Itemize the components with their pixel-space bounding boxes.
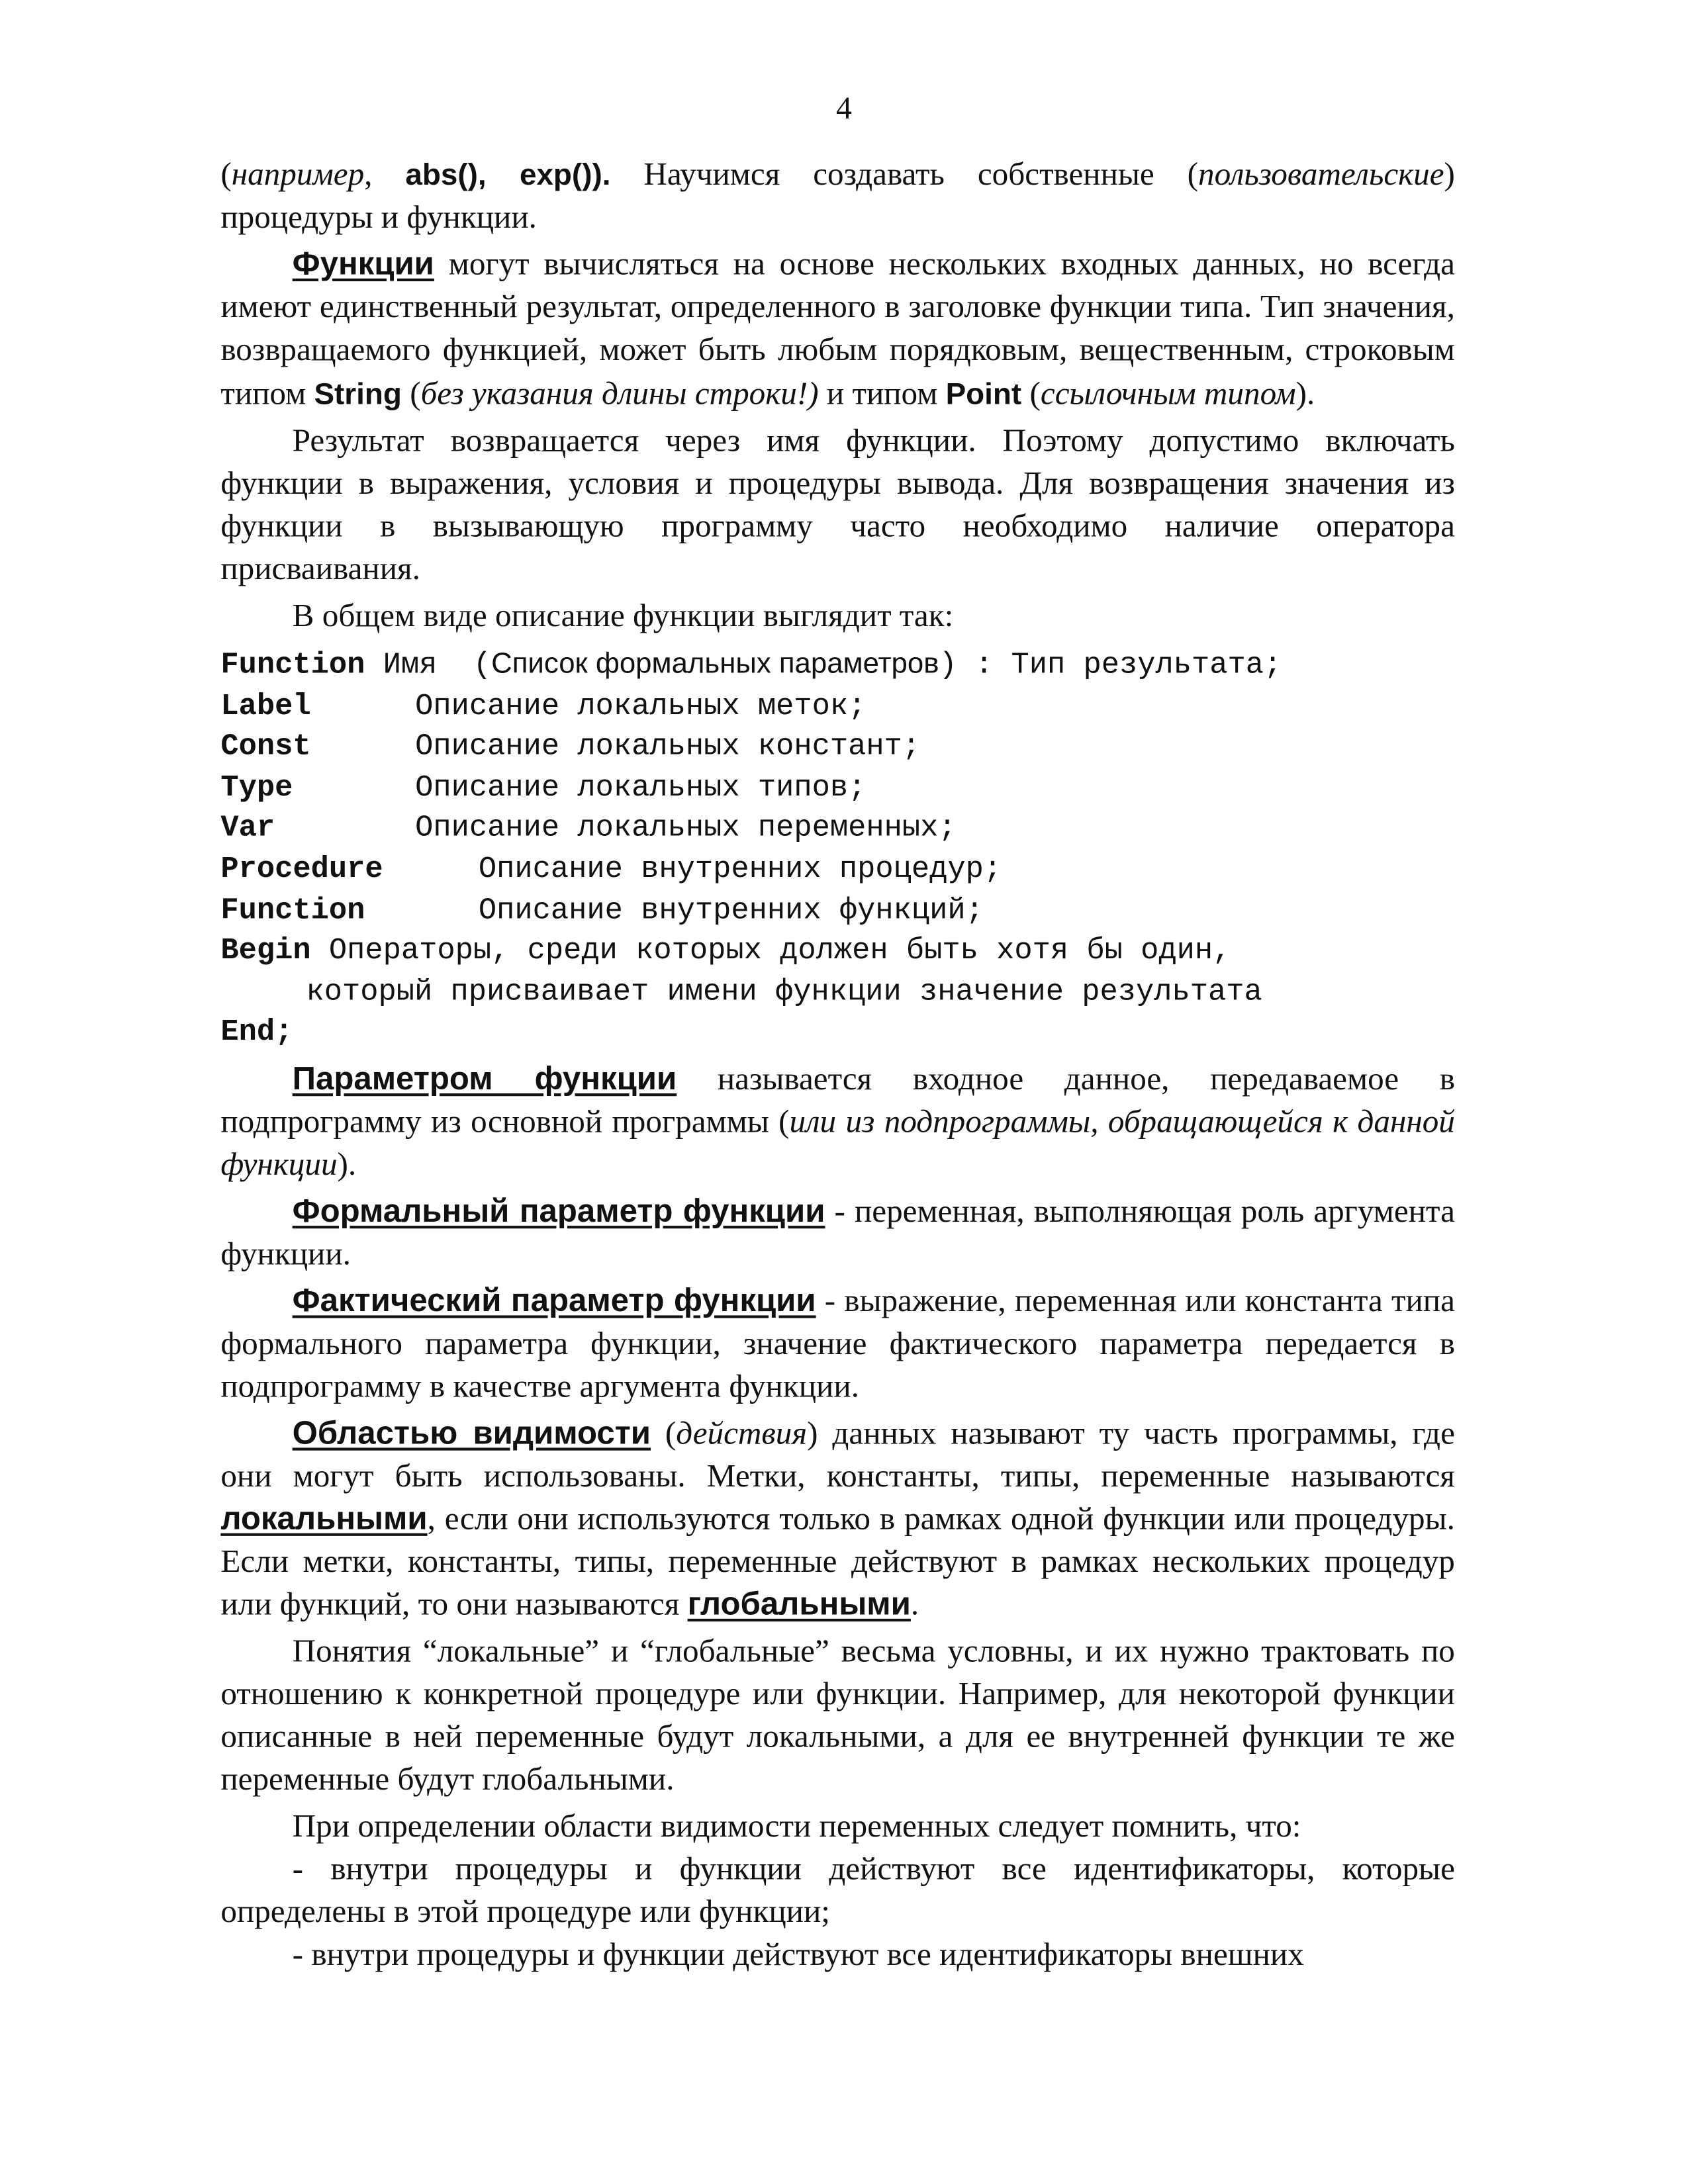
term-local: локальными — [220, 1501, 428, 1537]
term-global: глобальными — [687, 1586, 911, 1623]
term-actual-parameter: Фактический параметр функции — [292, 1283, 816, 1320]
paragraph-local-global: Понятия “локальные” и “глобальные” весьма условны, и их нужно трактовать по отношению к конкретной процедуре или функции. Например, для некоторой функции описанные в ней переменные будут локальными, а для ее внутренней функции те же переменные будут глобальными. — [220, 1633, 1455, 1798]
term-formal-parameter: Формальный параметр функции — [292, 1194, 825, 1230]
paragraph-result: Результат возвращается через имя функции. Поэтому допустимо включать функции в выражения, условия и процедуры вывода. Для возвращения значения из функции в вызывающую программу часто необходимо наличие оператора присваивания. — [220, 423, 1455, 588]
paragraph-functions: Функции могут вычисляться на основе нескольких входных данных, но всегда имеют единственный результат, определенного в заголовке функции типа. Тип значения, возвращаемого функцией, может быть любым порядковым, вещественным, строковым типом String (без указания длины строки!) и типом Point (ссылочным типом). — [220, 246, 1455, 412]
paragraph-intro: (например, abs(), exp()). Научимся создавать собственные (пользовательские) процедуры и функции. — [220, 157, 1455, 236]
term-functions: Функции — [292, 246, 434, 283]
page-body — [220, 153, 1455, 1981]
term-parameter: Параметром функции — [292, 1062, 677, 1098]
list-item: - внутри процедуры и функции действуют все идентификаторы внешних — [292, 1936, 1304, 1974]
page-number: 4 — [836, 91, 852, 126]
paragraph-actual-parameter: Фактический параметр функции - выражение, переменная или константа типа формального параметра функции, значение фактического параметра передается в подпрограмму в качестве аргумента функции. — [220, 1283, 1455, 1405]
list-item: - внутри процедуры и функции действуют все идентификаторы, которые определены в этой процедуре или функции; — [220, 1851, 1455, 1931]
paragraph-formal-parameter: Формальный параметр функции - переменная, выполняющая роль аргумента функции. — [220, 1194, 1455, 1273]
function-syntax-code: Function Имя (Список формальных параметров) : Тип результата; Label Описание локальных меток; Const Описание локальных констант; Type Описание локальных типов; Var Описание локальных переменных; Procedure Описание внутренних процедур; Function Описание внутренних функций; Begin Операторы, среди которых должен быть хотя бы один, который присваивает имени функции значение результата End; — [220, 648, 1282, 1050]
paragraph-general-form: В общем виде описание функции выглядит так: — [292, 598, 954, 635]
term-scope: Областью видимости — [292, 1416, 651, 1452]
paragraph-scope-rules: При определении области видимости переменных следует помнить, что: — [292, 1809, 1301, 1845]
paragraph-scope: Областью видимости (действия) данных называют ту часть программы, где они могут быть использованы. Метки, константы, типы, переменные называются локальными, если они используются только в рамках одной функции или процедуры. Если метки, константы, типы, переменные действуют в рамках нескольких процедур или функций, то они называются глобальными. — [220, 1416, 1455, 1623]
paragraph-parameter: Параметром функции называется входное данное, передаваемое в подпрограмму из основной программы (или из подпрограммы, обращающейся к данной функции). — [220, 1062, 1455, 1183]
